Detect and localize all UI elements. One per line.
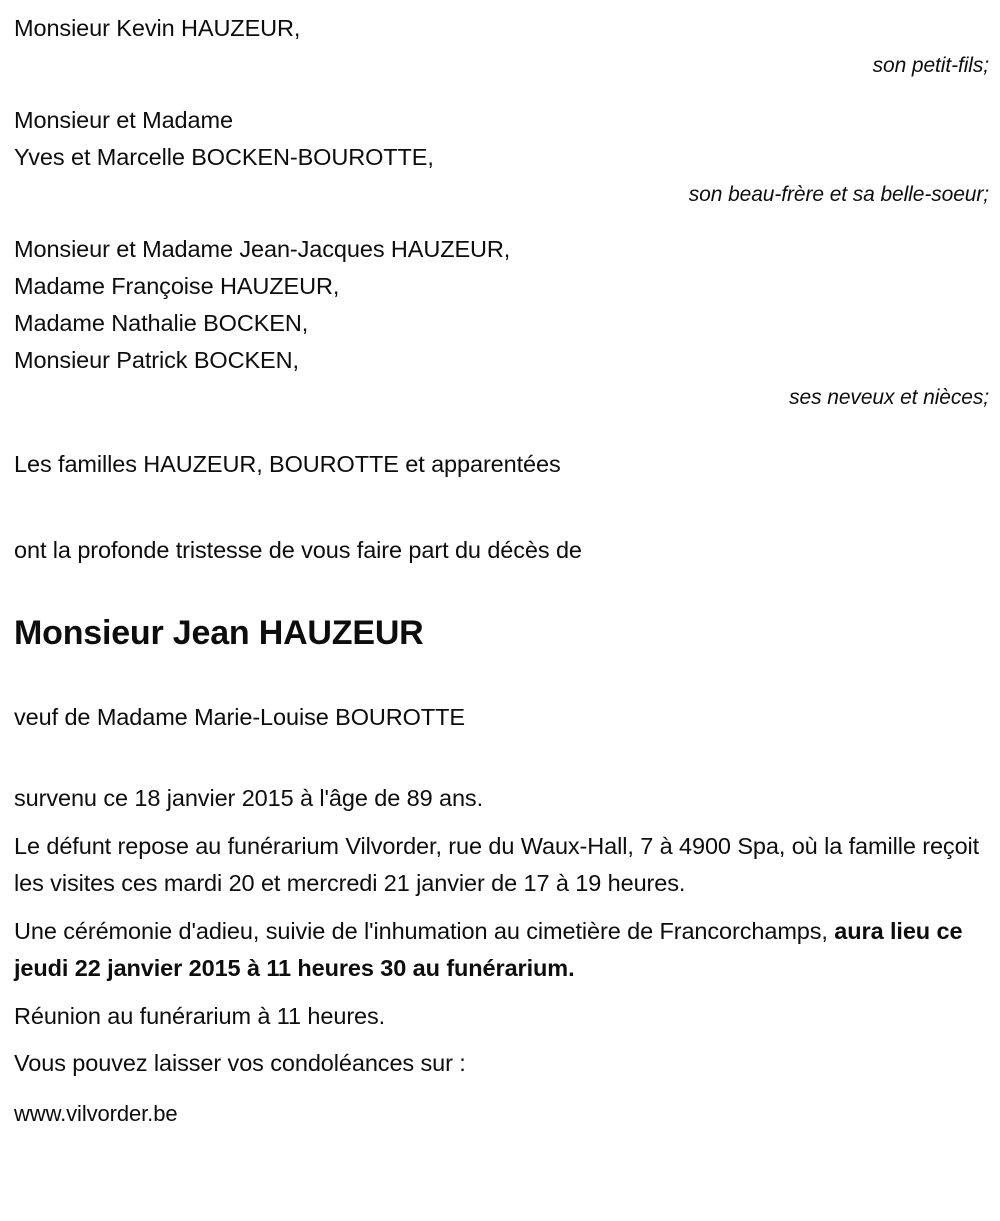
relative-names: [14, 102, 994, 176]
website-url[interactable]: www.vilvorder.be: [14, 1100, 178, 1126]
ceremony-highlight-text: aura lieu ce jeudi 22 janvier 2015 à 11 heures 30 au funérarium.: [14, 917, 963, 981]
spacer: [14, 84, 994, 102]
families-line: Les familles HAUZEUR, BOUROTTE et apparentées: [14, 451, 561, 477]
relative-name: Yves et Marcelle BOCKEN-BOUROTTE,: [14, 144, 434, 170]
relative-group: [14, 10, 994, 84]
relatives-section: [14, 10, 994, 416]
relative-name: Madame Nathalie BOCKEN,: [14, 310, 309, 336]
relative-names: [14, 10, 994, 47]
death-date-line: survenu ce 18 janvier 2015 à l'âge de 89 ans.: [14, 785, 484, 811]
deceased-name: Monsieur Jean HAUZEUR: [14, 614, 424, 652]
ceremony-lead-text: Une cérémonie d'adieu, suivie de l'inhumation au cimetière de Francorchamps,: [14, 917, 835, 944]
relative-name: Madame Françoise HAUZEUR,: [14, 273, 340, 299]
relative-name: Monsieur Patrick BOCKEN,: [14, 347, 299, 373]
ceremony-paragraph: [14, 913, 986, 988]
repose-paragraph: Le défunt repose au funérarium Vilvorder, rue du Waux-Hall, 7 à 4900 Spa, où la famille reçoit les visites ces mardi 20 et mercredi 21 janvier de 17 à 19 heures.: [14, 832, 980, 896]
relative-group: [14, 231, 994, 416]
reunion-line: Réunion au funérarium à 11 heures.: [14, 1002, 386, 1029]
relative-group: [14, 102, 994, 213]
announcement-line: ont la profonde tristesse de vous faire part du décès de: [14, 537, 582, 563]
relative-name: Monsieur et Madame Jean-Jacques HAUZEUR,: [14, 236, 511, 262]
relationship-label: son petit-fils;: [872, 54, 989, 77]
relationship-label: son beau-frère et sa belle-soeur;: [688, 183, 989, 206]
spacer: [14, 213, 994, 231]
condolences-line: Vous pouvez laisser vos condoléances sur :: [14, 1050, 466, 1076]
relative-name: Monsieur et Madame: [14, 107, 233, 133]
spouse-line: veuf de Madame Marie-Louise BOUROTTE: [14, 704, 465, 730]
relative-names: [14, 231, 994, 379]
relationship-label: ses neveux et nièces;: [789, 386, 989, 409]
relative-name: Monsieur Kevin HAUZEUR,: [14, 15, 301, 41]
